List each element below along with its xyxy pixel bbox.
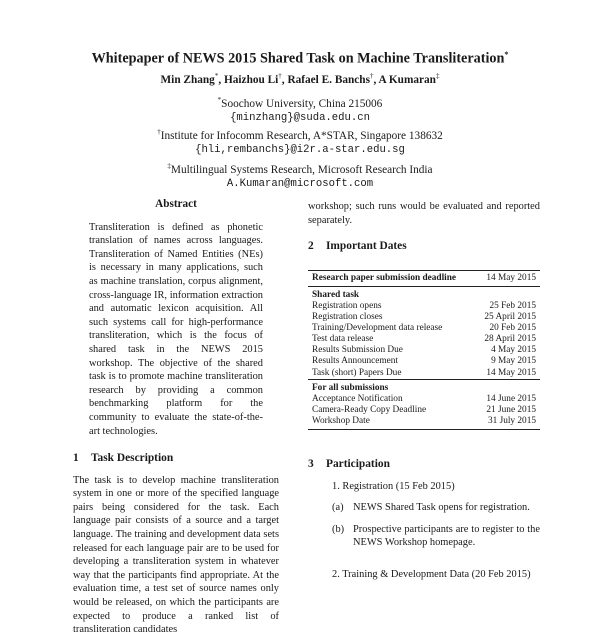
- abstract-text: Transliteration is defined as phonetic translation of names across languages. Transliteration of Named Entities (NEs) is necessary in many applications, such as machine translation, corpus alignment, cross-language IR, information extraction and automatic lexicon acquisition. All such systems call for high-performance transliteration, which is the focus of shared task in the NEWS 2015 workshop. The objective of the shared task is to promote machine transliteration research by providing a common benchmarking platform for the community to evaluate the state-of-the-art technologies.: [89, 221, 263, 437]
- date-value: 25 April 2015: [484, 312, 536, 323]
- sub-label: (a): [332, 502, 344, 514]
- title-text: Whitepaper of NEWS 2015 Shared Task on Machine Transliteration: [91, 50, 505, 67]
- date-label: Test data release: [312, 334, 374, 345]
- author-name: Min Zhang: [160, 73, 215, 86]
- section-title: Participation: [326, 458, 390, 470]
- table-row-deadline: [308, 270, 540, 286]
- section-title: Task Description: [91, 452, 174, 465]
- author-name: Rafael E. Banchs: [287, 73, 370, 86]
- affiliation-email: {hli,rembanchs}@i2r.a-star.edu.sg: [195, 143, 405, 156]
- date-value: 28 April 2015: [484, 334, 536, 345]
- affiliation-email: {minzhang}@suda.edu.cn: [230, 111, 370, 124]
- date-label: Registration closes: [312, 312, 383, 323]
- date-label: Workshop Date: [308, 416, 475, 430]
- sub-text: Prospective participants are to register to the NEWS Workshop homepage.: [353, 523, 540, 549]
- section-number: 1: [73, 452, 79, 465]
- author-name: A Kumaran: [378, 73, 436, 86]
- table-group-heading: [308, 379, 540, 394]
- item-number: 1.: [332, 480, 343, 492]
- list-item: [318, 568, 540, 582]
- date-value: 4 May 2015: [491, 345, 536, 356]
- section-number: 2: [308, 240, 314, 253]
- table-row: [308, 323, 540, 334]
- list-item: [318, 480, 540, 494]
- sub-text: NEWS Shared Task opens for registration.: [353, 502, 530, 514]
- table-row: [308, 368, 540, 380]
- date-label: Acceptance Notification: [312, 393, 403, 404]
- affiliation-mark: ‡: [167, 162, 171, 170]
- date-label: Results Announcement: [312, 356, 398, 367]
- affiliation-mark: *: [217, 96, 222, 104]
- date-value: 9 May 2015: [491, 356, 536, 367]
- affiliation-name: Soochow University, China 215006: [221, 97, 383, 110]
- date-label: Training/Development data release: [312, 323, 443, 334]
- table-row: [308, 345, 540, 356]
- right-column: [308, 200, 540, 582]
- left-column: [73, 198, 279, 637]
- author-mark: ‡: [435, 72, 440, 80]
- sub-label: (b): [332, 523, 345, 535]
- item-number: 2.: [332, 568, 343, 580]
- table-row: [308, 312, 540, 323]
- table-row: [308, 301, 540, 312]
- group-label: For all submissions: [308, 379, 540, 394]
- table-row: [308, 416, 540, 430]
- date-label: Results Submission Due: [312, 345, 403, 356]
- date-label: Research paper submission deadline: [308, 270, 475, 286]
- affiliation-3: [0, 159, 600, 191]
- section-3-heading: [308, 458, 540, 472]
- affiliation-email: A.Kumaran@microsoft.com: [226, 177, 374, 190]
- affiliation-mark: †: [157, 128, 161, 136]
- table-row: [308, 356, 540, 367]
- section-1-text: The task is to develop machine transliteration system in one or more of the specified language pairs being considered for the task. Each language pair consists of a source and a target language. The training and development data sets released for each language pair are to be used for developing a transliteration system in whatever way that the participants find appropriate. At the evaluation time, a test set of source names only would be released, on which the participants are expected to produce a ranked list of transliteration candidates: [73, 474, 279, 636]
- affiliation-1: [0, 93, 600, 125]
- date-value: 14 June 2015: [486, 393, 536, 404]
- table-group-heading: [308, 286, 540, 301]
- continued-text: workshop; such runs would be evaluated and reported separately.: [308, 201, 540, 226]
- date-label: Registration opens: [312, 300, 382, 311]
- author-mark: †: [278, 72, 282, 80]
- sub-item: [318, 501, 540, 515]
- author-mark: *: [214, 72, 219, 80]
- title-footnote-mark: *: [504, 50, 509, 59]
- section-2-heading: [308, 240, 540, 254]
- important-dates-table: [308, 270, 540, 430]
- paper-title: [0, 50, 600, 68]
- sub-item: [318, 523, 540, 550]
- section-1-heading: [73, 452, 279, 466]
- date-value: 20 Feb 2015: [489, 323, 536, 334]
- table-row: [308, 394, 540, 405]
- author-mark: †: [370, 72, 374, 80]
- affiliation-name: Multilingual Systems Research, Microsoft Research India: [170, 163, 433, 176]
- date-value: 21 June 2015: [486, 404, 536, 415]
- group-label: Shared task: [312, 289, 360, 300]
- date-label: Task (short) Papers Due: [312, 367, 402, 378]
- date-value: 25 Feb 2015: [489, 300, 536, 311]
- date-label: Camera-Ready Copy Deadline: [312, 404, 427, 415]
- date-value: 31 July 2015: [475, 416, 540, 430]
- abstract-heading: Abstract: [155, 198, 197, 210]
- table-row: [308, 334, 540, 345]
- author-name: Haizhou Li: [223, 73, 279, 86]
- participation-list: [308, 480, 540, 582]
- author-list: Min Zhang*, Haizhou Li†, Rafael E. Banchs†, A Kumaran‡: [160, 72, 440, 86]
- table-row: [308, 405, 540, 416]
- date-value: 14 May 2015: [475, 270, 540, 286]
- affiliation-2: [0, 125, 600, 157]
- item-text: Registration (15 Feb 2015): [342, 480, 455, 492]
- section-number: 3: [308, 458, 314, 470]
- date-value: 14 May 2015: [486, 367, 536, 378]
- item-text: Training & Development Data (20 Feb 2015): [342, 568, 531, 580]
- affiliation-name: Institute for Infocomm Research, A*STAR, Singapore 138632: [160, 129, 443, 142]
- section-title: Important Dates: [326, 240, 407, 253]
